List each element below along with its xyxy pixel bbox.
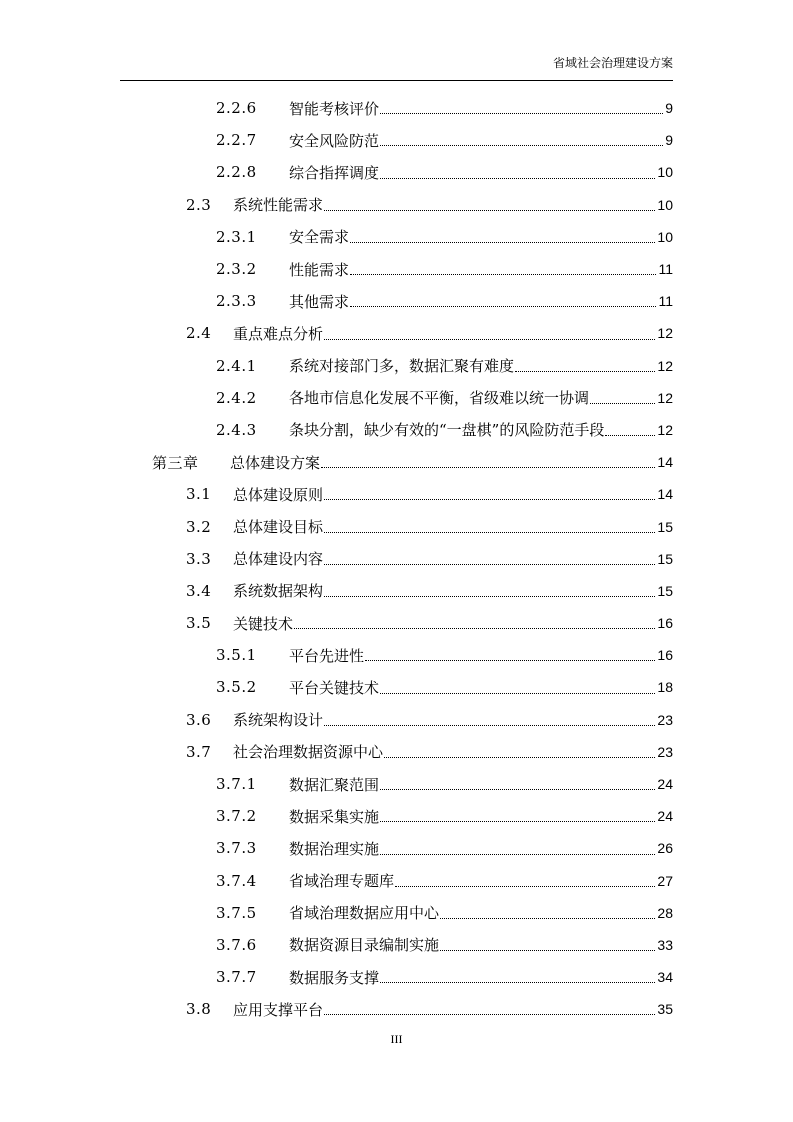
toc-entry[interactable] — [186, 704, 673, 736]
toc-entry[interactable] — [186, 607, 673, 639]
toc-entry-title: 安全风险防范 — [289, 131, 380, 150]
toc-entry-title: 条块分割，缺少有效的“一盘棋”的风险防范手段 — [289, 421, 605, 440]
toc-entry[interactable] — [216, 414, 673, 446]
toc-entry-number: 3.5.1 — [216, 646, 257, 665]
toc-entry-page: 33 — [657, 936, 673, 953]
toc-entry-title: 综合指挥调度 — [289, 163, 380, 182]
toc-dot-leader — [440, 950, 655, 951]
toc-entry[interactable] — [186, 736, 673, 768]
toc-entry[interactable] — [216, 929, 673, 961]
header-divider — [120, 80, 673, 81]
toc-entry-page: 35 — [657, 1001, 673, 1018]
toc-entry-number: 第三章 — [152, 453, 199, 472]
toc-dot-leader — [350, 274, 656, 275]
toc-entry-page: 15 — [657, 582, 673, 599]
toc-entry[interactable] — [216, 671, 673, 703]
toc-dot-leader — [294, 628, 655, 629]
toc-entry-number: 2.2.8 — [216, 163, 257, 182]
toc-entry-title: 性能需求 — [289, 260, 350, 279]
toc-dot-leader — [590, 403, 655, 404]
toc-entry-title: 总体建设目标 — [233, 518, 324, 537]
toc-entry-number: 3.7.2 — [216, 807, 257, 826]
toc-entry[interactable] — [216, 156, 673, 188]
toc-entry-title: 各地市信息化发展不平衡，省级难以统一协调 — [289, 389, 590, 408]
toc-entry[interactable] — [216, 124, 673, 156]
toc-entry-number: 2.2.7 — [216, 131, 257, 150]
toc-entry-title: 智能考核评价 — [289, 99, 380, 118]
toc-entry[interactable] — [216, 285, 673, 317]
toc-entry-title: 应用支撑平台 — [233, 1000, 324, 1019]
toc-entry-title: 系统架构设计 — [233, 711, 324, 730]
toc-entry-page: 12 — [657, 357, 673, 374]
toc-entry-number: 3.7.3 — [216, 839, 257, 858]
toc-entry-number: 2.3 — [186, 195, 212, 214]
toc-entry-title: 社会治理数据资源中心 — [233, 743, 384, 762]
toc-entry-title: 总体建设方案 — [230, 453, 321, 472]
toc-entry[interactable] — [216, 865, 673, 897]
toc-dot-leader — [365, 660, 655, 661]
toc-entry-title: 关键技术 — [233, 614, 294, 633]
toc-entry-page: 34 — [657, 969, 673, 986]
toc-entry-page: 24 — [657, 808, 673, 825]
toc-entry-page: 23 — [657, 711, 673, 728]
toc-dot-leader — [380, 982, 655, 983]
toc-entry-number: 2.4.1 — [216, 356, 257, 375]
toc-entry-number: 2.3.3 — [216, 292, 257, 311]
toc-entry-page: 15 — [657, 550, 673, 567]
toc-dot-leader — [380, 178, 655, 179]
toc-entry[interactable] — [216, 221, 673, 253]
toc-entry[interactable] — [216, 800, 673, 832]
toc-entry-number: 2.3.1 — [216, 227, 257, 246]
toc-entry-title: 其他需求 — [289, 292, 350, 311]
toc-entry-page: 10 — [657, 196, 673, 213]
toc-entry-page: 12 — [657, 421, 673, 438]
toc-entry-page: 14 — [657, 486, 673, 503]
toc-entry[interactable] — [216, 897, 673, 929]
table-of-contents — [0, 92, 793, 1025]
toc-entry[interactable] — [186, 993, 673, 1025]
toc-entry[interactable] — [186, 543, 673, 575]
toc-entry-title: 数据资源目录编制实施 — [289, 936, 440, 955]
toc-entry[interactable] — [216, 832, 673, 864]
toc-dot-leader — [324, 596, 655, 597]
toc-dot-leader — [380, 854, 655, 855]
toc-entry-number: 3.5 — [186, 614, 212, 633]
toc-entry[interactable] — [186, 478, 673, 510]
toc-entry-title: 系统对接部门多，数据汇聚有难度 — [289, 357, 515, 376]
toc-entry-page: 16 — [657, 647, 673, 664]
toc-entry-number: 3.4 — [186, 581, 212, 600]
toc-entry-title: 数据服务支撑 — [289, 968, 380, 987]
toc-entry-title: 数据治理实施 — [289, 839, 380, 858]
toc-entry-page: 14 — [657, 454, 673, 471]
toc-dot-leader — [350, 242, 655, 243]
toc-entry-page: 12 — [657, 389, 673, 406]
toc-dot-leader — [380, 789, 655, 790]
toc-entry-page: 18 — [657, 679, 673, 696]
toc-entry-page: 10 — [657, 228, 673, 245]
toc-entry-page: 9 — [665, 100, 673, 117]
toc-dot-leader — [324, 1014, 655, 1015]
toc-entry-number: 2.2.6 — [216, 99, 257, 118]
toc-dot-leader — [324, 339, 655, 340]
toc-dot-leader — [605, 435, 655, 436]
toc-entry-title: 系统数据架构 — [233, 582, 324, 601]
toc-entry[interactable] — [186, 189, 673, 221]
toc-entry-title: 系统性能需求 — [233, 196, 324, 215]
toc-entry-title: 数据采集实施 — [289, 807, 380, 826]
toc-entry-number: 3.3 — [186, 549, 212, 568]
toc-entry-page: 28 — [657, 904, 673, 921]
toc-entry-number: 2.4 — [186, 324, 212, 343]
toc-dot-leader — [380, 145, 663, 146]
toc-entry-title: 省域治理专题库 — [289, 872, 395, 891]
toc-entry-number: 3.7.7 — [216, 968, 257, 987]
toc-entry-title: 总体建设原则 — [233, 485, 324, 504]
toc-entry-title: 省域治理数据应用中心 — [289, 904, 440, 923]
toc-entry-page: 10 — [657, 164, 673, 181]
toc-entry-number: 2.3.2 — [216, 260, 257, 279]
toc-entry[interactable] — [216, 382, 673, 414]
toc-entry-title: 平台关键技术 — [289, 678, 380, 697]
toc-dot-leader — [324, 532, 655, 533]
toc-entry-number: 3.7.1 — [216, 775, 257, 794]
toc-entry[interactable] — [186, 575, 673, 607]
toc-dot-leader — [350, 306, 656, 307]
toc-entry[interactable] — [216, 92, 673, 124]
toc-entry[interactable] — [216, 253, 673, 285]
toc-entry-number: 3.7.5 — [216, 903, 257, 922]
toc-entry[interactable] — [152, 446, 673, 478]
toc-entry-title: 总体建设内容 — [233, 550, 324, 569]
toc-entry-title: 数据汇聚范围 — [289, 775, 380, 794]
toc-entry-number: 3.7.6 — [216, 935, 257, 954]
toc-entry-page: 26 — [657, 840, 673, 857]
toc-entry[interactable] — [186, 510, 673, 542]
toc-entry[interactable] — [216, 768, 673, 800]
toc-dot-leader — [324, 499, 655, 500]
toc-entry[interactable] — [216, 961, 673, 993]
toc-dot-leader — [324, 210, 655, 211]
toc-dot-leader — [380, 113, 663, 114]
toc-entry-number: 3.1 — [186, 485, 212, 504]
toc-entry-page: 27 — [657, 872, 673, 889]
toc-entry-title: 平台先进性 — [289, 646, 365, 665]
toc-dot-leader — [515, 371, 655, 372]
running-header: 省域社会治理建设方案 — [552, 56, 673, 70]
toc-entry-page: 11 — [658, 261, 673, 278]
toc-dot-leader — [395, 886, 655, 887]
toc-entry-page: 15 — [657, 518, 673, 535]
toc-dot-leader — [324, 725, 655, 726]
toc-entry-number: 3.2 — [186, 517, 212, 536]
toc-entry-page: 24 — [657, 776, 673, 793]
toc-entry-page: 16 — [657, 615, 673, 632]
toc-entry-page: 23 — [657, 743, 673, 760]
toc-entry-number: 3.7 — [186, 742, 212, 761]
toc-dot-leader — [321, 467, 655, 468]
toc-entry-number: 3.6 — [186, 710, 212, 729]
page-number: III — [390, 1032, 403, 1046]
toc-dot-leader — [324, 564, 655, 565]
toc-entry-number: 2.4.3 — [216, 420, 257, 439]
toc-entry-number: 3.5.2 — [216, 678, 257, 697]
toc-entry-title: 重点难点分析 — [233, 324, 324, 343]
toc-dot-leader — [384, 757, 655, 758]
toc-entry-number: 3.7.4 — [216, 871, 257, 890]
toc-dot-leader — [380, 821, 655, 822]
toc-entry-page: 9 — [665, 132, 673, 149]
toc-entry-title: 安全需求 — [289, 228, 350, 247]
toc-dot-leader — [380, 693, 655, 694]
toc-entry-page: 11 — [658, 293, 673, 310]
toc-entry[interactable] — [216, 350, 673, 382]
toc-entry[interactable] — [186, 317, 673, 349]
toc-entry-number: 3.8 — [186, 1000, 212, 1019]
toc-entry-page: 12 — [657, 325, 673, 342]
toc-dot-leader — [440, 918, 655, 919]
toc-entry-number: 2.4.2 — [216, 388, 257, 407]
toc-entry[interactable] — [216, 639, 673, 671]
